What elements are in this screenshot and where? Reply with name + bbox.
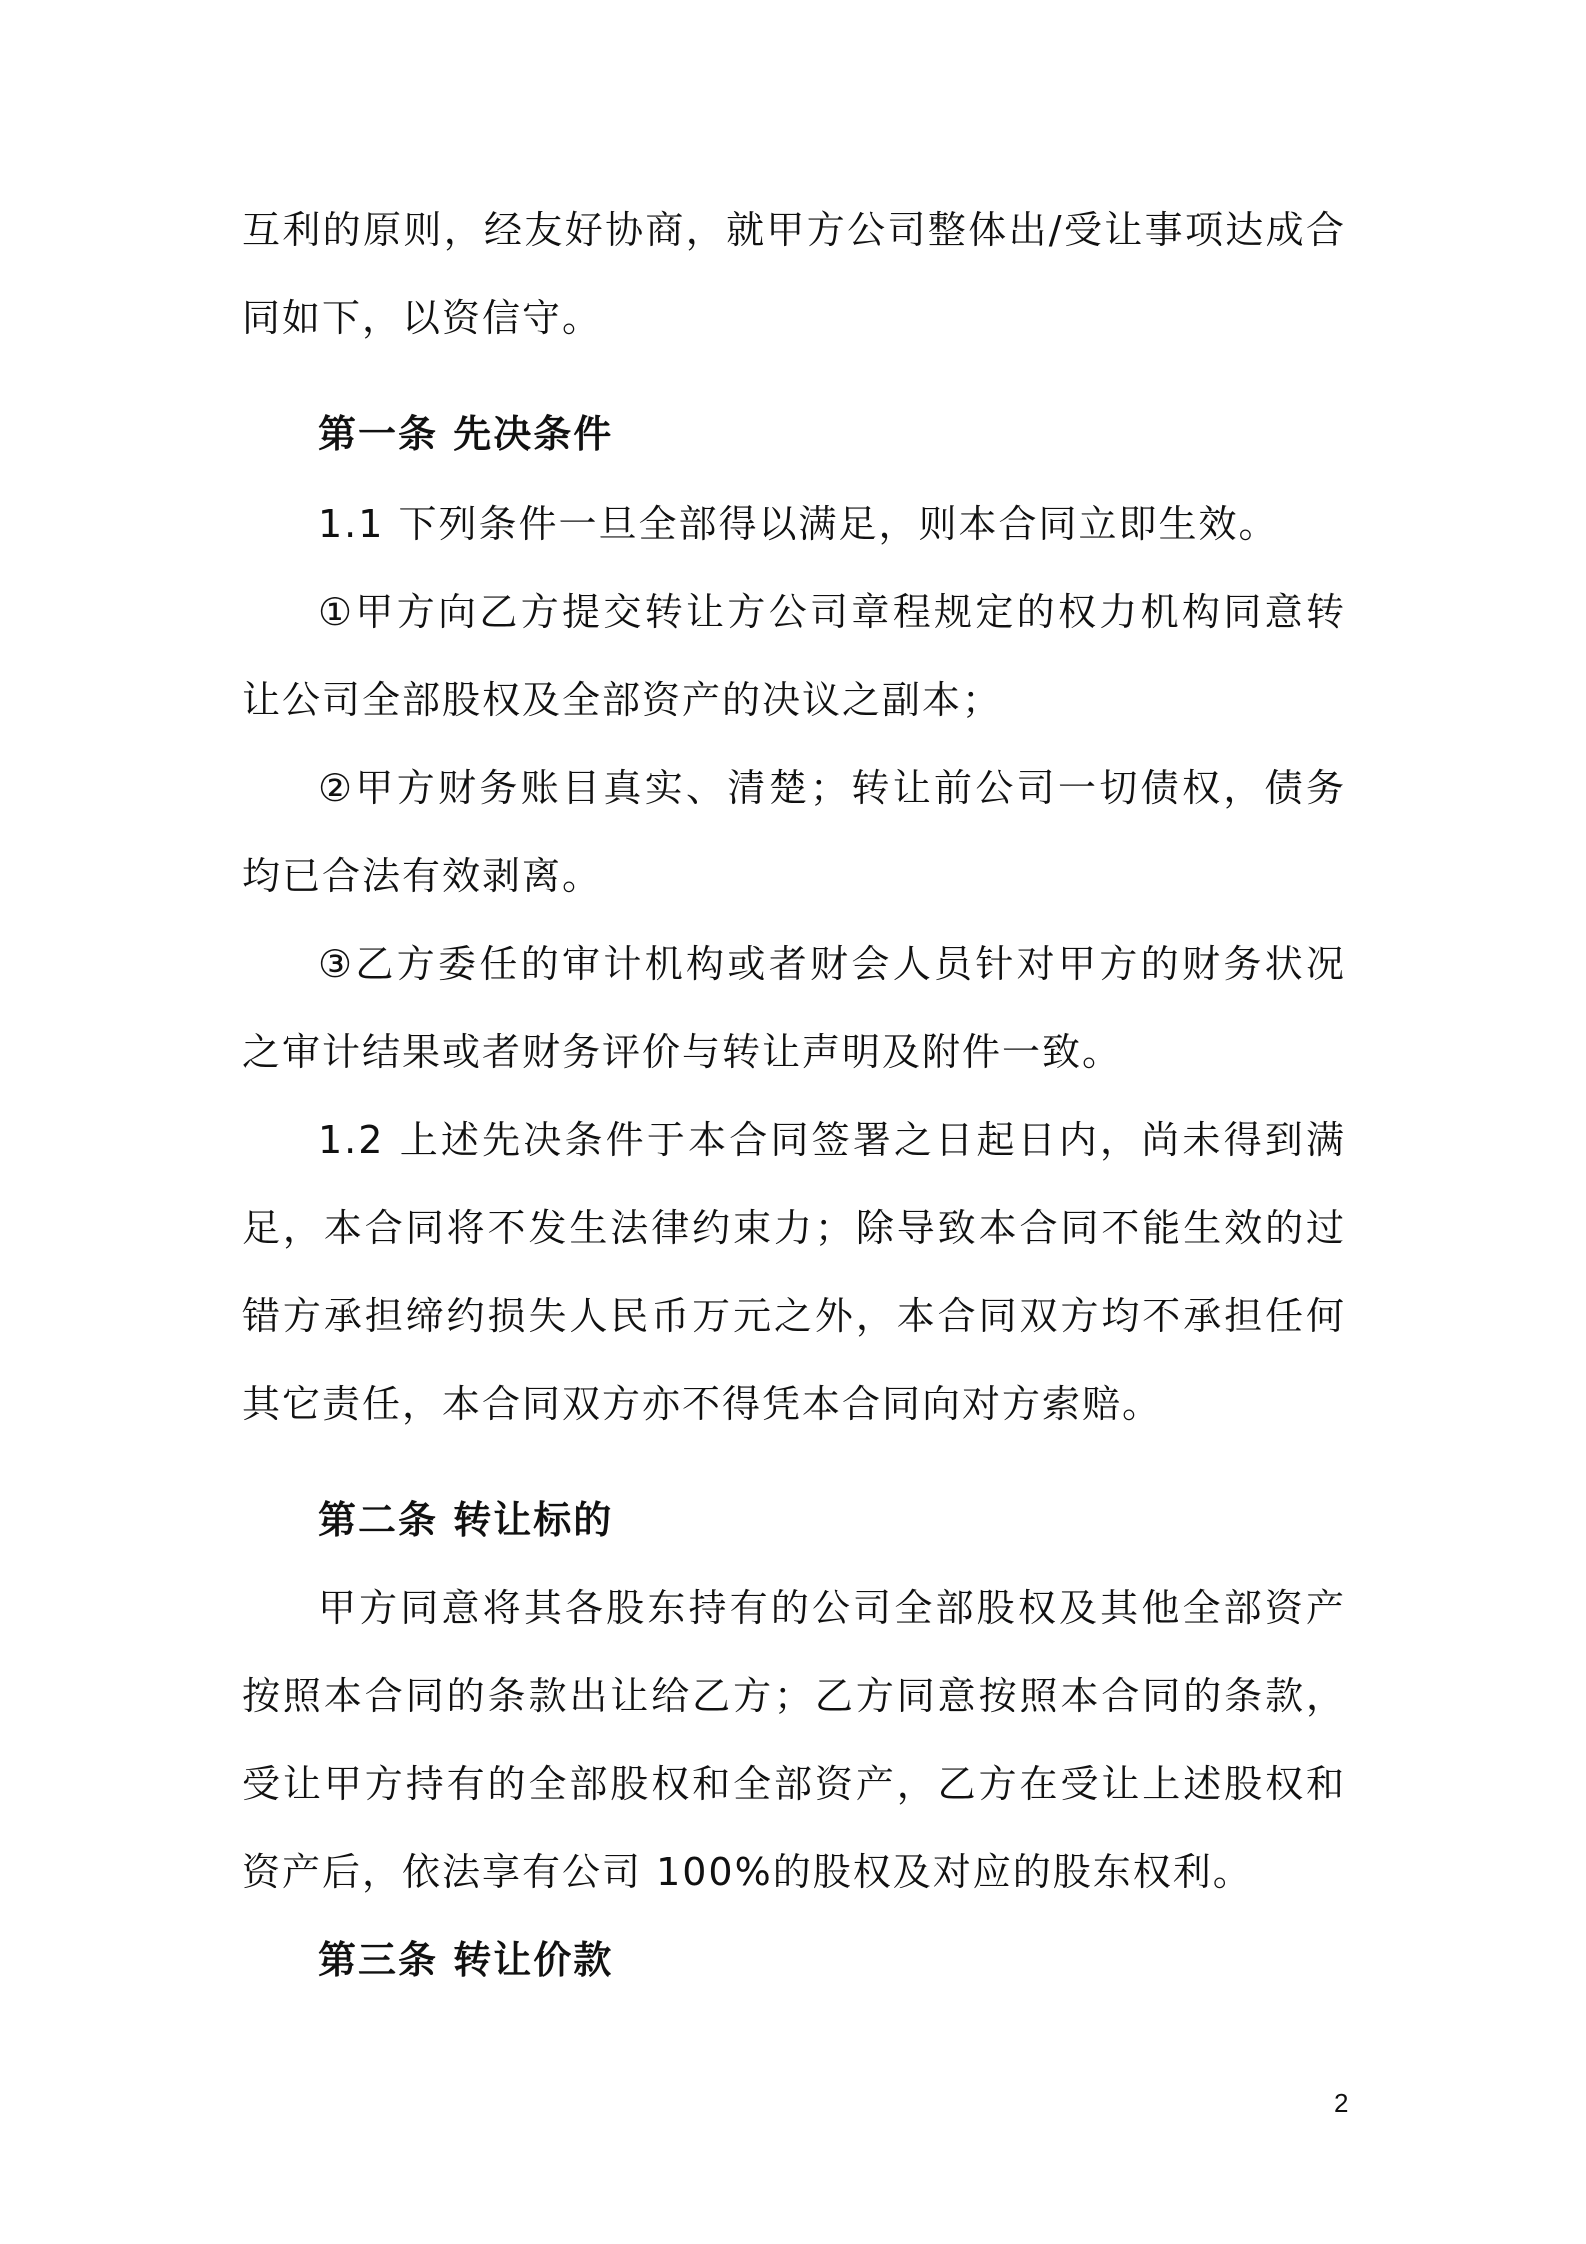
- article-3-heading: 第三条 转让价款: [318, 1938, 614, 1982]
- clause-1-1: 1.1 下列条件一旦全部得以满足，则本合同立即生效。: [318, 502, 1279, 546]
- page-number: 2: [1334, 2088, 1349, 2118]
- paragraph-intro-continuation: 互利的原则，经友好协商，就甲方公司整体出/受让事项达成合同如下，以资信守。: [242, 208, 1346, 340]
- article-2-heading: 第二条 转让标的: [318, 1498, 614, 1542]
- clause-1-1-item-2: ②甲方财务账目真实、清楚；转让前公司一切债权，债务均已合法有效剥离。: [242, 766, 1346, 898]
- article-2-body: 甲方同意将其各股东持有的公司全部股权及其他全部资产按照本合同的条款出让给乙方；乙方同意按照本合同的条款，受让甲方持有的全部股权和全部资产，乙方在受让上述股权和资产后，依法享有公司 100%的股权及对应的股东权利。: [242, 1586, 1346, 1894]
- clause-1-1-item-1: ①甲方向乙方提交转让方公司章程规定的权力机构同意转让公司全部股权及全部资产的决议之副本；: [242, 590, 1346, 722]
- clause-1-2: 1.2 上述先决条件于本合同签署之日起日内，尚未得到满足，本合同将不发生法律约束力；除导致本合同不能生效的过错方承担缔约损失人民币万元之外，本合同双方均不承担任何其它责任，本合同双方亦不得凭本合同向对方索赔。: [242, 1118, 1346, 1426]
- article-1-heading: 第一条 先决条件: [318, 412, 614, 456]
- clause-1-1-item-3: ③乙方委任的审计机构或者财会人员针对甲方的财务状况之审计结果或者财务评价与转让声明及附件一致。: [242, 942, 1346, 1074]
